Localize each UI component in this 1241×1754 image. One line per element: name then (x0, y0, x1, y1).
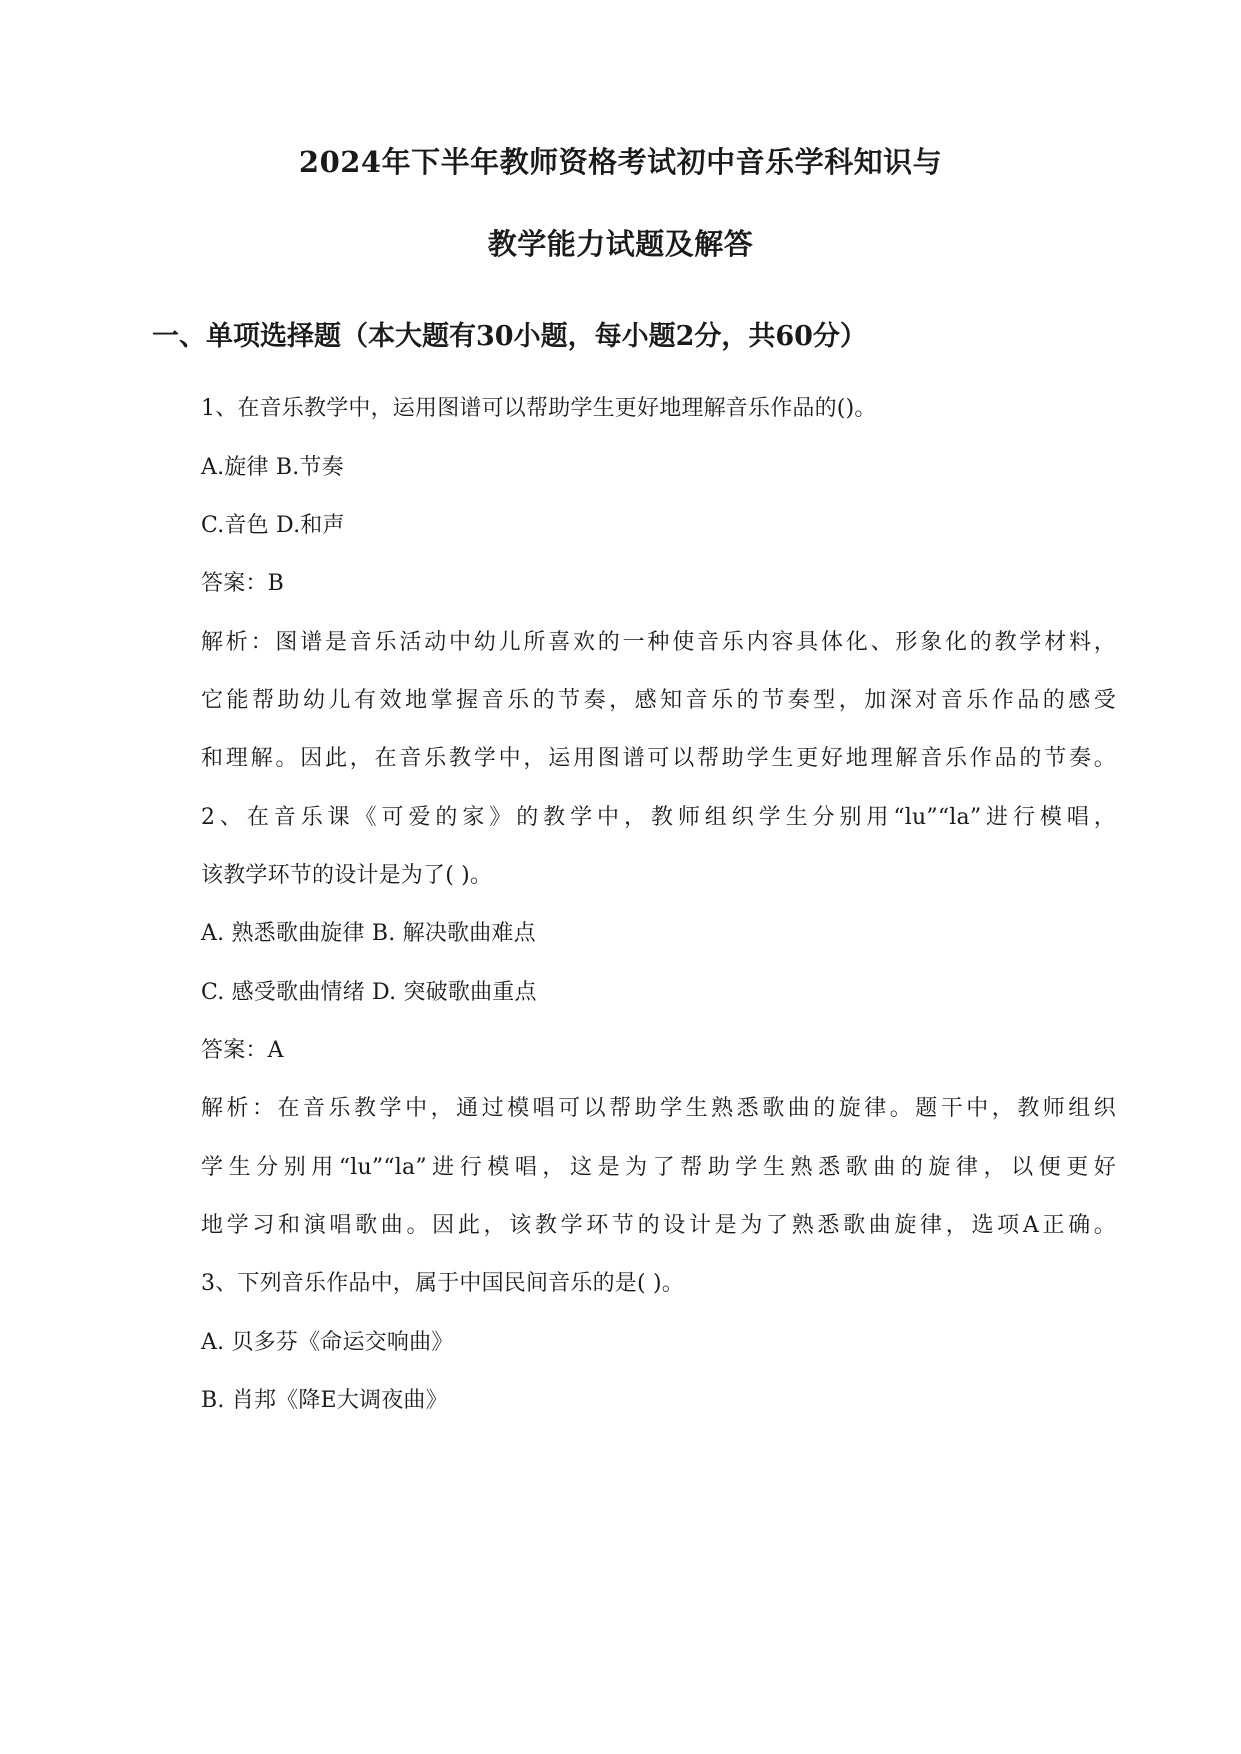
question-2-analysis-line-2: 学生分别用“lu”“la”进行模唱，这是为了帮助学生熟悉歌曲的旋律，以便更好 (201, 1155, 1116, 1180)
question-1-answer: 答案：B (201, 571, 284, 596)
question-1-options-ab: A.旋律 B.节奏 (201, 455, 344, 480)
question-2-analysis-line-3: 地学习和演唱歌曲。因此，该教学环节的设计是为了熟悉歌曲旋律，选项A正确。 (201, 1213, 1116, 1238)
question-1-analysis-line-1: 解析：图谱是音乐活动中幼儿所喜欢的一种使音乐内容具体化、形象化的教学材料， (201, 630, 1116, 655)
question-2-stem-line-2: 该教学环节的设计是为了( )。 (201, 863, 493, 888)
question-2-options-ab: A. 熟悉歌曲旋律 B. 解决歌曲难点 (201, 921, 536, 946)
question-1-analysis-line-3: 和理解。因此，在音乐教学中，运用图谱可以帮助学生更好地理解音乐作品的节奏。 (201, 746, 1116, 771)
question-1-options-cd: C.音色 D.和声 (201, 513, 345, 538)
question-2-analysis-line-1: 解析：在音乐教学中，通过模唱可以帮助学生熟悉歌曲的旋律。题干中，教师组织 (201, 1096, 1116, 1121)
question-2-options-cd: C. 感受歌曲情绪 D. 突破歌曲重点 (201, 980, 537, 1005)
question-3-option-b: B. 肖邦《降E大调夜曲》 (201, 1388, 448, 1413)
question-1-analysis-line-2: 它能帮助幼儿有效地掌握音乐的节奏，感知音乐的节奏型，加深对音乐作品的感受 (201, 688, 1116, 713)
question-2-stem-line-1: 2、在音乐课《可爱的家》的教学中，教师组织学生分别用“lu”“la”进行模唱， (201, 805, 1116, 830)
question-3-option-a: A. 贝多芬《命运交响曲》 (201, 1330, 454, 1355)
section-heading: 一、单项选择题（本大题有30小题，每小题2分，共60分） (152, 321, 867, 352)
question-3-stem: 3、下列音乐作品中，属于中国民间音乐的是( )。 (201, 1271, 684, 1296)
question-1-stem: 1、在音乐教学中，运用图谱可以帮助学生更好地理解音乐作品的()。 (201, 396, 877, 421)
document-title-line-2: 教学能力试题及解答 (487, 227, 754, 261)
document-title-line-1: 2024年下半年教师资格考试初中音乐学科知识与 (298, 145, 943, 179)
question-2-answer: 答案：A (201, 1038, 284, 1063)
